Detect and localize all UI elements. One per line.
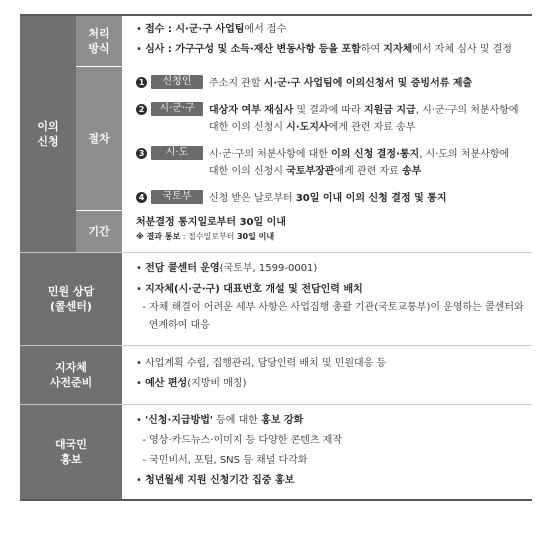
step-line <box>209 190 524 207</box>
text-segment: 송부 <box>401 166 422 177</box>
text-segment: 예산 편성 <box>145 378 188 389</box>
period-label: 기간 <box>76 211 122 252</box>
processing-line <box>136 23 524 37</box>
processing-row <box>76 16 532 67</box>
text-segment: 대한 이의 신청시 <box>209 122 287 133</box>
local-label: 지자체 사전준비 <box>20 346 122 404</box>
promo-line <box>136 451 524 471</box>
text-segment: - 자체 해결이 어려운 세부 사항은 사업집행 총괄 기관(국토교통부)이 운영하는 콜센터와 <box>136 302 524 313</box>
text-segment: 전담 콜센터 운영 <box>145 263 220 274</box>
text-segment: 에게 관련 자료 <box>334 166 402 177</box>
text-segment: 대한 이의 신청시 <box>209 166 287 177</box>
text-segment: 이의 신청 결정·통지 <box>331 149 420 160</box>
callcenter-line <box>136 281 524 299</box>
text-segment: • <box>136 378 146 389</box>
processing-content <box>122 16 532 66</box>
text-segment: 연계하여 대응 <box>136 320 210 331</box>
step-actor-badge: 시·도 <box>151 146 203 160</box>
step-text <box>209 102 524 136</box>
text-segment: 30일 이내 이의 신청 결정 및 통지 <box>295 193 447 204</box>
promo-content <box>122 405 532 499</box>
text-segment: - 영상·카드뉴스·이미지 등 다양한 콘텐츠 제작 <box>136 435 343 446</box>
text-segment: 지자체 <box>383 44 413 55</box>
info-table <box>20 14 532 501</box>
period-main: 처분결정 통지일로부터 30일 이내 <box>136 217 286 228</box>
procedure-step <box>136 146 524 180</box>
period-content <box>122 211 532 252</box>
step-line <box>209 102 524 119</box>
callcenter-label: 민원 상담 (콜센터) <box>20 253 122 345</box>
text-segment: 및 결과에 따라 <box>293 105 364 116</box>
text-segment: 지원금 지급 <box>363 105 416 116</box>
text-segment: 청년월세 지원 신청기간 집중 홍보 <box>145 475 295 486</box>
promo-label: 대국민 홍보 <box>20 405 122 499</box>
local-content <box>122 346 532 404</box>
step-line <box>209 146 524 163</box>
text-segment: 에게 관련 자료 송부 <box>328 122 416 133</box>
step-text <box>209 75 524 92</box>
processing-label: 처리 방식 <box>76 16 122 66</box>
step-actor-badge: 시·군·구 <box>151 102 203 116</box>
text-segment: • <box>136 475 146 486</box>
procedure-step <box>136 102 524 136</box>
text-segment: 접수 : 시·군·구 사업팀 <box>145 24 245 35</box>
text-segment: 시·도지사 <box>286 122 329 133</box>
promo-line <box>136 431 524 451</box>
objection-group <box>20 16 532 253</box>
procedure-step <box>136 190 524 207</box>
procedure-row <box>76 67 532 211</box>
text-segment: 대상자 여부 재심사 <box>209 105 294 116</box>
procedure-content <box>122 67 532 210</box>
callcenter-line <box>136 299 524 317</box>
promo-row <box>20 405 532 499</box>
step-number-icon: 3 <box>136 148 147 159</box>
text-segment: 국토부장관 <box>286 166 335 177</box>
text-segment: • 사업계획 수립, 집행관리, 담당인력 배치 및 민원대응 등 <box>136 358 387 369</box>
objection-header: 이의 신청 <box>20 16 76 252</box>
step-text <box>209 190 524 207</box>
text-segment: 에서 자체 심사 및 결정 <box>412 44 512 55</box>
step-text <box>209 146 524 180</box>
local-line <box>136 374 524 394</box>
step-line <box>209 163 524 180</box>
step-number-icon: 2 <box>136 104 147 115</box>
promo-line <box>136 471 524 491</box>
text-segment: • <box>136 284 146 295</box>
text-segment: 심사 : 가구구성 및 소득·재산 변동사항 등을 포함 <box>145 44 361 55</box>
text-segment: - 국민비서, 포털, SNS 등 채널 다각화 <box>136 455 308 466</box>
step-line <box>209 75 524 92</box>
step-number-icon: 1 <box>136 77 147 88</box>
text-segment: 시·군·구 사업팀에 이의신청서 및 증빙서류 제출 <box>263 78 473 89</box>
text-segment: • <box>136 44 146 55</box>
text-segment: 시·군·구의 처분사항에 대한 <box>209 149 332 160</box>
text-segment: (지방비 매칭) <box>187 378 247 389</box>
text-segment: (국토부, 1599-0001) <box>219 263 318 274</box>
step-actor-badge: 국토부 <box>151 190 203 204</box>
text-segment: 지자체(시·군·구) 대표번호 개설 및 전담인력 배치 <box>145 284 363 295</box>
text-segment: , 시·도의 처분사항에 <box>419 149 510 160</box>
promo-line <box>136 411 524 431</box>
text-segment: 하여 <box>360 44 384 55</box>
period-note: ※ 결과 통보 : 접수일로부터 30일 이내 <box>136 232 275 241</box>
callcenter-content <box>122 253 532 345</box>
text-segment: 신청 받은 날로부터 <box>209 193 296 204</box>
step-number-icon: 4 <box>136 192 147 203</box>
procedure-label: 절차 <box>76 67 122 210</box>
callcenter-row <box>20 253 532 346</box>
text-segment: 에서 접수 <box>244 24 287 35</box>
callcenter-line <box>136 317 524 335</box>
text-segment: 주소지 관할 <box>209 78 264 89</box>
text-segment: • <box>136 263 146 274</box>
processing-line <box>136 43 524 57</box>
local-row <box>20 346 532 405</box>
local-line <box>136 354 524 374</box>
text-segment: • <box>136 24 146 35</box>
text-segment: '신청·지급방법' <box>145 415 213 426</box>
text-segment: 홍보 강화 <box>261 415 304 426</box>
step-actor-badge: 신청인 <box>151 75 203 89</box>
text-segment: 등에 대한 <box>212 415 262 426</box>
period-row <box>76 211 532 252</box>
callcenter-line <box>136 260 524 278</box>
text-segment: , 시·군·구의 처분사항에 <box>415 105 519 116</box>
step-line <box>209 119 524 136</box>
procedure-step <box>136 75 524 92</box>
text-segment: • <box>136 415 146 426</box>
